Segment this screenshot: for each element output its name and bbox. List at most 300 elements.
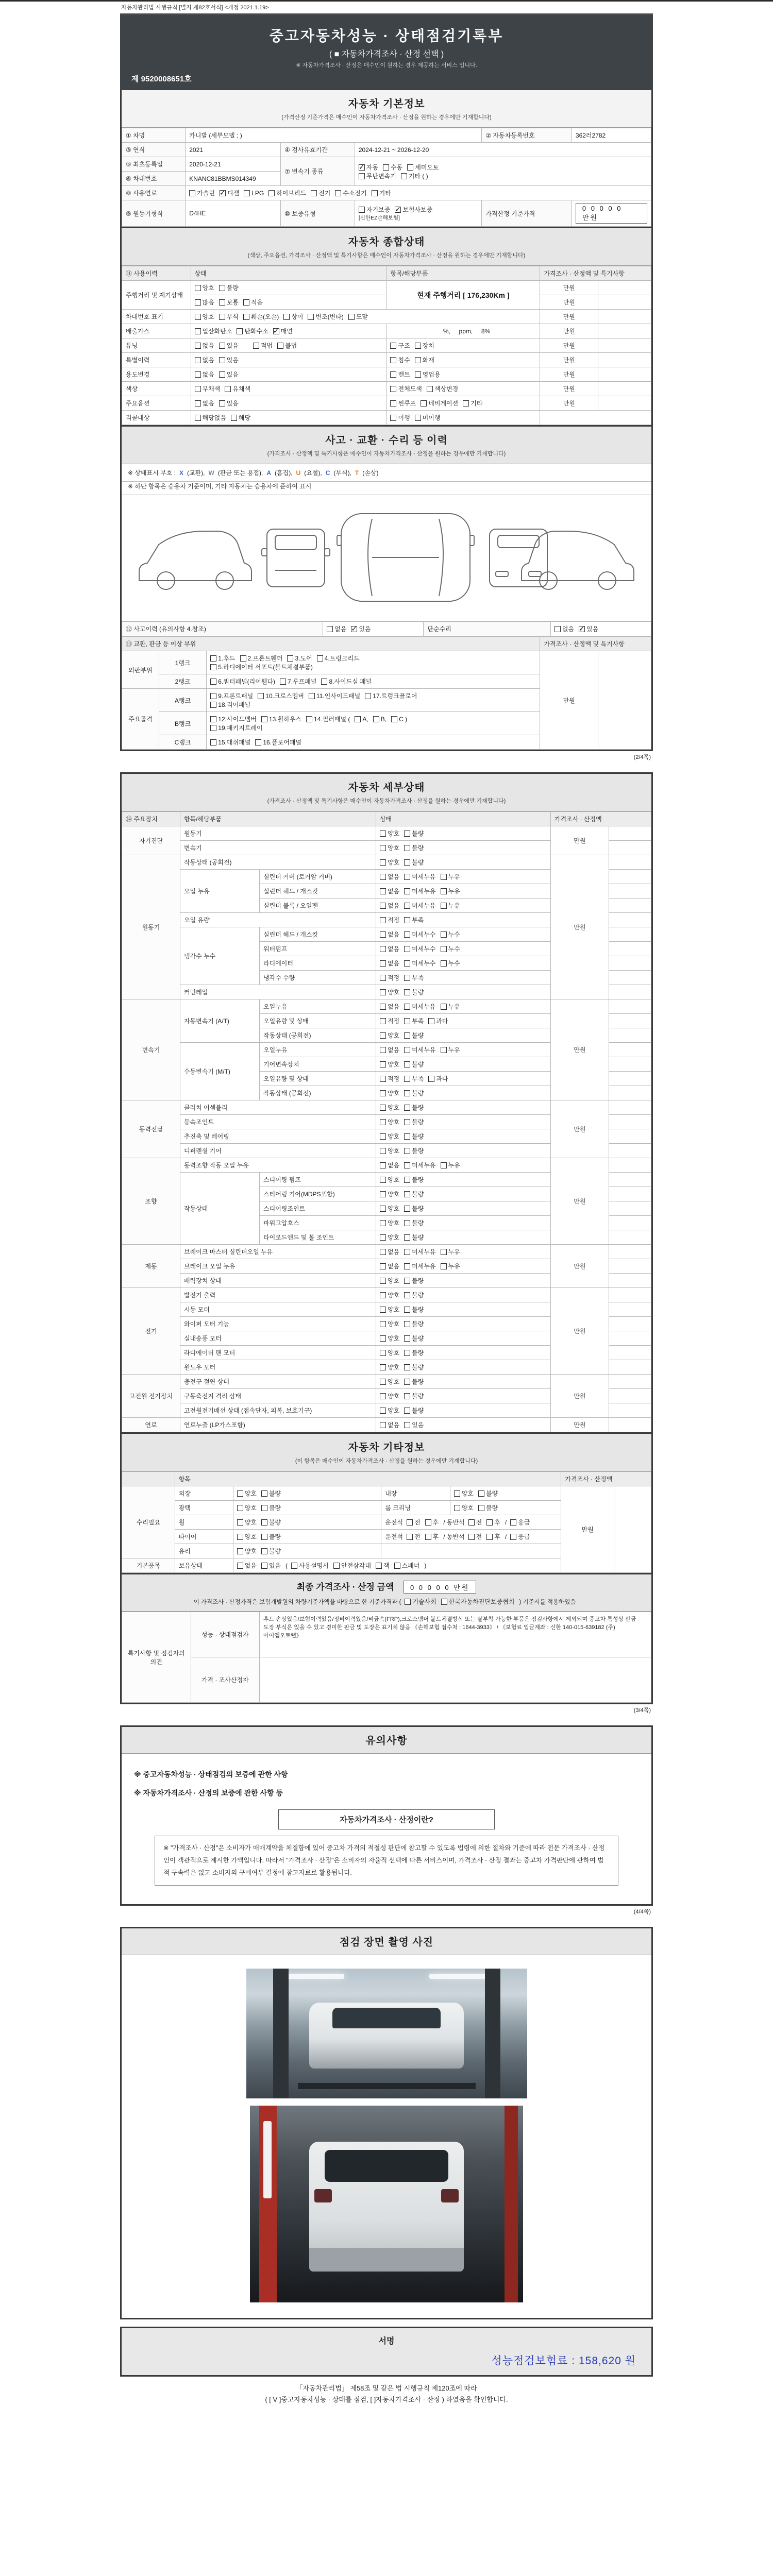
checkbox-양호[interactable] <box>380 1089 399 1097</box>
unchecked-box-icon[interactable] <box>404 1307 410 1313</box>
unchecked-box-icon[interactable] <box>486 1519 493 1526</box>
checkbox-group-cell[interactable] <box>376 956 550 971</box>
checkbox-group-cell[interactable] <box>381 1515 561 1530</box>
checkbox-후[interactable] <box>425 1532 439 1541</box>
checkbox-미세누유[interactable] <box>404 1002 435 1011</box>
checkbox-group-cell[interactable] <box>376 855 550 870</box>
unchecked-box-icon[interactable] <box>427 386 433 392</box>
checkbox-무단변속기[interactable] <box>359 172 396 180</box>
unchecked-box-icon[interactable] <box>478 1505 484 1511</box>
unchecked-box-icon[interactable] <box>441 946 447 952</box>
unchecked-box-icon[interactable] <box>394 1563 400 1569</box>
unchecked-box-icon[interactable] <box>404 1191 410 1197</box>
checkbox-기타[interactable] <box>463 399 482 408</box>
checkbox-group-cell[interactable] <box>376 1072 550 1086</box>
checkbox-미세누유[interactable] <box>404 1247 435 1256</box>
unchecked-box-icon[interactable] <box>404 1032 410 1039</box>
unchecked-box-icon[interactable] <box>195 343 201 349</box>
checkbox-group-cell[interactable] <box>376 1403 550 1418</box>
checkbox-누유[interactable] <box>441 1247 460 1256</box>
checkbox-group-cell[interactable] <box>450 1501 561 1515</box>
checkbox-group-cell[interactable] <box>376 1245 550 1259</box>
unchecked-box-icon[interactable] <box>237 1534 243 1540</box>
checkbox-기술사회[interactable] <box>405 1597 436 1606</box>
unchecked-box-icon[interactable] <box>441 1599 447 1605</box>
checkbox-group-cell[interactable] <box>376 826 550 841</box>
unchecked-box-icon[interactable] <box>237 1563 243 1569</box>
checkbox-group-cell[interactable] <box>376 1129 550 1144</box>
checkbox-불량[interactable] <box>404 1276 424 1285</box>
checkbox-있음[interactable] <box>579 624 598 633</box>
unchecked-box-icon[interactable] <box>373 716 379 722</box>
unchecked-box-icon[interactable] <box>441 888 447 894</box>
unchecked-box-icon[interactable] <box>390 415 396 421</box>
checkbox-없음[interactable] <box>195 341 214 350</box>
unchecked-box-icon[interactable] <box>390 386 396 392</box>
unchecked-box-icon[interactable] <box>231 415 237 421</box>
unchecked-box-icon[interactable] <box>359 207 365 213</box>
checkbox-미세누수[interactable] <box>404 959 435 968</box>
unchecked-box-icon[interactable] <box>380 1018 386 1024</box>
checkbox-없음[interactable] <box>380 887 399 895</box>
unchecked-box-icon[interactable] <box>390 371 396 378</box>
checkbox-있음[interactable] <box>219 399 239 408</box>
checkbox-양호[interactable] <box>380 1190 399 1198</box>
checkbox-양호[interactable] <box>380 1146 399 1155</box>
checkbox-불량[interactable] <box>404 988 424 996</box>
unchecked-box-icon[interactable] <box>425 1519 431 1526</box>
checkbox-group-cell[interactable] <box>207 674 540 689</box>
unchecked-box-icon[interactable] <box>405 1599 411 1605</box>
checkbox-group-cell[interactable] <box>376 1375 550 1389</box>
unchecked-box-icon[interactable] <box>237 1490 243 1497</box>
checkbox-미세누유[interactable] <box>404 887 435 895</box>
unchecked-box-icon[interactable] <box>210 725 216 731</box>
checkbox-적정[interactable] <box>380 916 399 924</box>
checkbox-사용설명서[interactable] <box>291 1561 329 1570</box>
unchecked-box-icon[interactable] <box>380 975 386 981</box>
unchecked-box-icon[interactable] <box>195 386 201 392</box>
unchecked-box-icon[interactable] <box>333 1563 340 1569</box>
unchecked-box-icon[interactable] <box>255 739 261 745</box>
checked-box-icon[interactable] <box>273 328 279 334</box>
unchecked-box-icon[interactable] <box>404 1263 410 1269</box>
checkbox-불량[interactable] <box>219 283 239 292</box>
checkbox-group-cell[interactable] <box>386 338 540 353</box>
checkbox-불량[interactable] <box>404 1406 424 1415</box>
checkbox-group-cell[interactable] <box>376 985 550 999</box>
unchecked-box-icon[interactable] <box>404 1061 410 1067</box>
checkbox-없음[interactable] <box>380 944 399 953</box>
unchecked-box-icon[interactable] <box>380 1321 386 1327</box>
checkbox-양호[interactable] <box>380 1204 399 1213</box>
checkbox-group-cell[interactable] <box>376 1317 550 1331</box>
unchecked-box-icon[interactable] <box>380 1220 386 1226</box>
unchecked-box-icon[interactable] <box>380 1408 386 1414</box>
checkbox-적정[interactable] <box>380 1074 399 1083</box>
unchecked-box-icon[interactable] <box>380 1105 386 1111</box>
checkbox-양호[interactable] <box>380 1377 399 1386</box>
checkbox-응급[interactable] <box>510 1532 530 1541</box>
checkbox-불량[interactable] <box>404 843 424 852</box>
checkbox-group-cell[interactable] <box>376 1389 550 1403</box>
unchecked-box-icon[interactable] <box>219 314 225 320</box>
checkbox-15.대쉬패널[interactable] <box>210 738 250 747</box>
checkbox-불량[interactable] <box>404 1190 424 1198</box>
checkbox-장치[interactable] <box>415 341 434 350</box>
unchecked-box-icon[interactable] <box>359 173 365 179</box>
checkbox-11.인사이드패널[interactable] <box>309 691 360 700</box>
unchecked-box-icon[interactable] <box>404 1148 410 1154</box>
checkbox-디젤[interactable] <box>220 189 239 197</box>
checkbox-불량[interactable] <box>261 1503 281 1512</box>
checkbox-많음[interactable] <box>195 298 214 307</box>
checkbox-수동[interactable] <box>383 163 402 172</box>
checkbox-기타[interactable] <box>372 189 391 197</box>
checkbox-전체도색[interactable] <box>390 384 422 393</box>
checkbox-7.루프패널[interactable] <box>280 677 316 686</box>
unchecked-box-icon[interactable] <box>404 1004 410 1010</box>
checkbox-group-cell[interactable] <box>233 1501 381 1515</box>
checkbox-양호[interactable] <box>380 1218 399 1227</box>
checkbox-없음[interactable] <box>380 1420 399 1429</box>
checkbox-양호[interactable] <box>195 283 214 292</box>
checkbox-보통[interactable] <box>219 298 239 307</box>
unchecked-box-icon[interactable] <box>219 285 225 291</box>
checkbox-구조[interactable] <box>390 341 410 350</box>
checkbox-응급[interactable] <box>510 1518 530 1527</box>
unchecked-box-icon[interactable] <box>380 1292 386 1298</box>
checkbox-group-cell[interactable] <box>386 382 540 396</box>
unchecked-box-icon[interactable] <box>219 357 225 363</box>
checkbox-양호[interactable] <box>380 1103 399 1112</box>
checkbox-적정[interactable] <box>380 1016 399 1025</box>
checkbox-과다[interactable] <box>428 1074 448 1083</box>
unchecked-box-icon[interactable] <box>380 946 386 952</box>
unchecked-box-icon[interactable] <box>210 664 216 670</box>
checkbox-없음[interactable] <box>380 1002 399 1011</box>
checkbox-과다[interactable] <box>428 1016 448 1025</box>
checkbox-group-cell[interactable] <box>207 651 540 674</box>
unchecked-box-icon[interactable] <box>380 874 386 880</box>
checkbox-group-cell[interactable] <box>191 338 386 353</box>
checkbox-불량[interactable] <box>404 1319 424 1328</box>
unchecked-box-icon[interactable] <box>380 1191 386 1197</box>
unchecked-box-icon[interactable] <box>415 357 421 363</box>
checkbox-group-cell[interactable] <box>376 1201 550 1216</box>
checkbox-2.프론트휀더[interactable] <box>240 654 283 663</box>
checkbox-누유[interactable] <box>441 1045 460 1054</box>
unchecked-box-icon[interactable] <box>478 1490 484 1497</box>
checkbox-없음[interactable] <box>380 1161 399 1170</box>
unchecked-box-icon[interactable] <box>380 1364 386 1370</box>
checkbox-없음[interactable] <box>237 1561 257 1570</box>
checkbox-유채색[interactable] <box>225 384 250 393</box>
unchecked-box-icon[interactable] <box>428 1018 434 1024</box>
checkbox-누유[interactable] <box>441 887 460 895</box>
checkbox-18.리어패널[interactable] <box>210 700 250 709</box>
unchecked-box-icon[interactable] <box>261 1548 267 1554</box>
checkbox-1.후드[interactable] <box>210 654 235 663</box>
checkbox-양호[interactable] <box>380 1392 399 1400</box>
unchecked-box-icon[interactable] <box>195 400 201 406</box>
checkbox-세미오토[interactable] <box>407 163 439 172</box>
unchecked-box-icon[interactable] <box>415 371 421 378</box>
checkbox-불량[interactable] <box>261 1532 281 1541</box>
checkbox-이행[interactable] <box>390 413 410 422</box>
checkbox-불법[interactable] <box>277 341 297 350</box>
unchecked-box-icon[interactable] <box>404 1408 410 1414</box>
unchecked-box-icon[interactable] <box>380 1350 386 1356</box>
checkbox-group-cell[interactable] <box>207 712 540 735</box>
unchecked-box-icon[interactable] <box>237 1505 243 1511</box>
unchecked-box-icon[interactable] <box>421 400 427 406</box>
unchecked-box-icon[interactable] <box>391 716 397 722</box>
checkbox-group-cell[interactable] <box>233 1515 381 1530</box>
checkbox-16.플로어패널[interactable] <box>255 738 301 747</box>
checkbox-group-cell[interactable] <box>376 942 550 956</box>
checkbox-없음[interactable] <box>195 355 214 364</box>
checkbox-양호[interactable] <box>454 1489 474 1498</box>
unchecked-box-icon[interactable] <box>195 371 201 378</box>
unchecked-box-icon[interactable] <box>380 859 386 866</box>
checkbox-미세누유[interactable] <box>404 1161 435 1170</box>
unchecked-box-icon[interactable] <box>425 1534 431 1540</box>
checkbox-group-cell[interactable] <box>376 927 550 942</box>
checkbox-누유[interactable] <box>441 1002 460 1011</box>
checkbox-불량[interactable] <box>404 1175 424 1184</box>
checkbox-없음[interactable] <box>380 872 399 881</box>
unchecked-box-icon[interactable] <box>463 400 469 406</box>
unchecked-box-icon[interactable] <box>380 1307 386 1313</box>
checkbox-group-cell[interactable] <box>376 1158 550 1173</box>
unchecked-box-icon[interactable] <box>237 1548 243 1554</box>
unchecked-box-icon[interactable] <box>335 190 341 196</box>
checkbox-있음[interactable] <box>219 355 239 364</box>
unchecked-box-icon[interactable] <box>210 655 216 662</box>
checkbox-누유[interactable] <box>441 901 460 910</box>
fuel-type[interactable] <box>186 186 651 200</box>
checkbox-group-cell[interactable] <box>386 411 540 425</box>
checkbox-전[interactable] <box>407 1532 421 1541</box>
checkbox-불량[interactable] <box>261 1489 281 1498</box>
checkbox-양호[interactable] <box>380 988 399 996</box>
unchecked-box-icon[interactable] <box>210 716 216 722</box>
checkbox-양호[interactable] <box>380 1175 399 1184</box>
checked-box-icon[interactable] <box>359 164 365 171</box>
unchecked-box-icon[interactable] <box>454 1490 460 1497</box>
unchecked-box-icon[interactable] <box>428 1076 434 1082</box>
unchecked-box-icon[interactable] <box>380 831 386 837</box>
checked-box-icon[interactable] <box>351 626 357 632</box>
unchecked-box-icon[interactable] <box>404 859 410 866</box>
checkbox-group-cell[interactable] <box>386 396 540 411</box>
unchecked-box-icon[interactable] <box>404 874 410 880</box>
unchecked-box-icon[interactable] <box>380 1148 386 1154</box>
checkbox-없음[interactable] <box>380 959 399 968</box>
unchecked-box-icon[interactable] <box>380 1047 386 1053</box>
checkbox-영업용[interactable] <box>415 370 441 379</box>
unchecked-box-icon[interactable] <box>210 679 216 685</box>
checkbox-group-cell[interactable] <box>376 1331 550 1346</box>
checkbox-불량[interactable] <box>261 1547 281 1555</box>
unchecked-box-icon[interactable] <box>261 716 267 722</box>
checkbox-불량[interactable] <box>404 1103 424 1112</box>
unchecked-box-icon[interactable] <box>404 1105 410 1111</box>
unchecked-box-icon[interactable] <box>380 1004 386 1010</box>
checkbox-group-cell[interactable] <box>191 324 386 338</box>
checkbox-group-cell[interactable] <box>376 870 550 884</box>
checkbox-3.도어[interactable] <box>287 654 312 663</box>
checkbox-A,[interactable] <box>355 716 368 723</box>
checkbox-group-cell[interactable] <box>191 281 386 295</box>
unchecked-box-icon[interactable] <box>380 888 386 894</box>
unchecked-box-icon[interactable] <box>280 679 286 685</box>
checkbox-불량[interactable] <box>404 858 424 867</box>
unchecked-box-icon[interactable] <box>380 917 386 923</box>
unchecked-box-icon[interactable] <box>441 1263 447 1269</box>
checkbox-양호[interactable] <box>380 1363 399 1371</box>
unchecked-box-icon[interactable] <box>380 1061 386 1067</box>
unchecked-box-icon[interactable] <box>237 1519 243 1526</box>
unchecked-box-icon[interactable] <box>258 693 264 699</box>
checkbox-양호[interactable] <box>237 1489 257 1498</box>
checkbox-양호[interactable] <box>380 1291 399 1299</box>
checkbox-group-cell[interactable] <box>191 310 540 324</box>
unchecked-box-icon[interactable] <box>244 190 250 196</box>
unchecked-box-icon[interactable] <box>355 716 361 722</box>
checkbox-LPG[interactable] <box>244 190 264 197</box>
checkbox-group-cell[interactable] <box>386 353 540 367</box>
checkbox-미세누유[interactable] <box>404 1262 435 1270</box>
checkbox-렌트[interactable] <box>390 370 410 379</box>
unchecked-box-icon[interactable] <box>210 702 216 708</box>
checkbox-양호[interactable] <box>380 1132 399 1141</box>
checkbox-12.사이드멤버[interactable] <box>210 715 257 723</box>
checkbox-있음[interactable] <box>404 1420 424 1429</box>
unchecked-box-icon[interactable] <box>404 845 410 851</box>
unchecked-box-icon[interactable] <box>441 1047 447 1053</box>
checkbox-안전삼각대[interactable] <box>333 1561 371 1570</box>
checkbox-양호[interactable] <box>380 1060 399 1069</box>
checkbox-group-cell[interactable] <box>376 999 550 1014</box>
checkbox-누유[interactable] <box>441 872 460 881</box>
checkbox-양호[interactable] <box>380 1348 399 1357</box>
checkbox-매연[interactable] <box>273 327 293 335</box>
unchecked-box-icon[interactable] <box>404 1278 410 1284</box>
checkbox-있음[interactable] <box>219 370 239 379</box>
checkbox-부족[interactable] <box>404 973 424 982</box>
checkbox-C )[interactable] <box>391 716 407 723</box>
unchecked-box-icon[interactable] <box>401 173 407 179</box>
checkbox-불량[interactable] <box>404 1218 424 1227</box>
unchecked-box-icon[interactable] <box>404 1321 410 1327</box>
checkbox-9.프론트패널[interactable] <box>210 691 253 700</box>
unchecked-box-icon[interactable] <box>380 931 386 938</box>
checkbox-group-cell[interactable] <box>376 971 550 985</box>
unchecked-box-icon[interactable] <box>380 1032 386 1039</box>
unchecked-box-icon[interactable] <box>380 1393 386 1399</box>
unchecked-box-icon[interactable] <box>283 314 290 320</box>
checkbox-침수[interactable] <box>390 355 410 364</box>
unchecked-box-icon[interactable] <box>554 626 561 632</box>
checkbox-도말[interactable] <box>348 312 368 321</box>
checkbox-불량[interactable] <box>404 1363 424 1371</box>
checkbox-group-cell[interactable] <box>376 1216 550 1230</box>
checkbox-기타 ( )[interactable] <box>401 172 428 180</box>
checkbox-누수[interactable] <box>441 930 460 939</box>
checkbox-불량[interactable] <box>404 1060 424 1069</box>
checkbox-미세누수[interactable] <box>404 944 435 953</box>
unchecked-box-icon[interactable] <box>321 679 327 685</box>
unchecked-box-icon[interactable] <box>404 1090 410 1096</box>
checkbox-불량[interactable] <box>404 1233 424 1242</box>
unchecked-box-icon[interactable] <box>261 1563 267 1569</box>
unchecked-box-icon[interactable] <box>195 357 201 363</box>
checkbox-후[interactable] <box>486 1532 500 1541</box>
checkbox-잭[interactable] <box>376 1561 390 1570</box>
checkbox-양호[interactable] <box>237 1503 257 1512</box>
checkbox-부족[interactable] <box>404 1074 424 1083</box>
checkbox-미세누유[interactable] <box>404 1045 435 1054</box>
unchecked-box-icon[interactable] <box>291 1563 297 1569</box>
checkbox-한국자동차진단보증협회[interactable] <box>441 1597 515 1606</box>
unchecked-box-icon[interactable] <box>404 1119 410 1125</box>
unchecked-box-icon[interactable] <box>225 386 231 392</box>
checkbox-6.쿼터패널(리어휀다)[interactable] <box>210 677 275 686</box>
checkbox-양호[interactable] <box>380 1117 399 1126</box>
checkbox-양호[interactable] <box>380 1305 399 1314</box>
unchecked-box-icon[interactable] <box>195 415 201 421</box>
checkbox-17.트렁크플로어[interactable] <box>365 691 417 700</box>
checkbox-group-cell[interactable] <box>376 1288 550 1302</box>
unchecked-box-icon[interactable] <box>380 1119 386 1125</box>
checkbox-불량[interactable] <box>478 1503 498 1512</box>
checkbox-불량[interactable] <box>404 1146 424 1155</box>
unchecked-box-icon[interactable] <box>510 1519 516 1526</box>
checkbox-후[interactable] <box>425 1518 439 1527</box>
checkbox-group-cell[interactable] <box>191 382 386 396</box>
checkbox-group-cell[interactable] <box>233 1530 381 1544</box>
unchecked-box-icon[interactable] <box>404 931 410 938</box>
checkbox-10.크로스멤버[interactable] <box>258 691 304 700</box>
checkbox-네비게이션[interactable] <box>421 399 458 408</box>
unchecked-box-icon[interactable] <box>441 1162 447 1168</box>
checkbox-group-cell[interactable] <box>376 884 550 899</box>
checkbox-불량[interactable] <box>404 1305 424 1314</box>
checkbox-불량[interactable] <box>404 1204 424 1213</box>
unchecked-box-icon[interactable] <box>380 1249 386 1255</box>
checkbox-양호[interactable] <box>380 1276 399 1285</box>
unchecked-box-icon[interactable] <box>380 1177 386 1183</box>
unchecked-box-icon[interactable] <box>380 903 386 909</box>
checkbox-없음[interactable] <box>554 624 574 633</box>
unchecked-box-icon[interactable] <box>404 1364 410 1370</box>
unchecked-box-icon[interactable] <box>404 1133 410 1140</box>
unchecked-box-icon[interactable] <box>195 328 201 334</box>
checked-box-icon[interactable] <box>220 190 226 196</box>
checkbox-없음[interactable] <box>195 399 214 408</box>
unchecked-box-icon[interactable] <box>243 314 249 320</box>
checkbox-group-cell[interactable] <box>376 1014 550 1028</box>
unchecked-box-icon[interactable] <box>380 1379 386 1385</box>
unchecked-box-icon[interactable] <box>287 655 293 662</box>
unchecked-box-icon[interactable] <box>380 1422 386 1428</box>
checkbox-양호[interactable] <box>380 1233 399 1242</box>
unchecked-box-icon[interactable] <box>380 1162 386 1168</box>
checkbox-group-cell[interactable] <box>233 1544 381 1558</box>
unchecked-box-icon[interactable] <box>253 343 259 349</box>
